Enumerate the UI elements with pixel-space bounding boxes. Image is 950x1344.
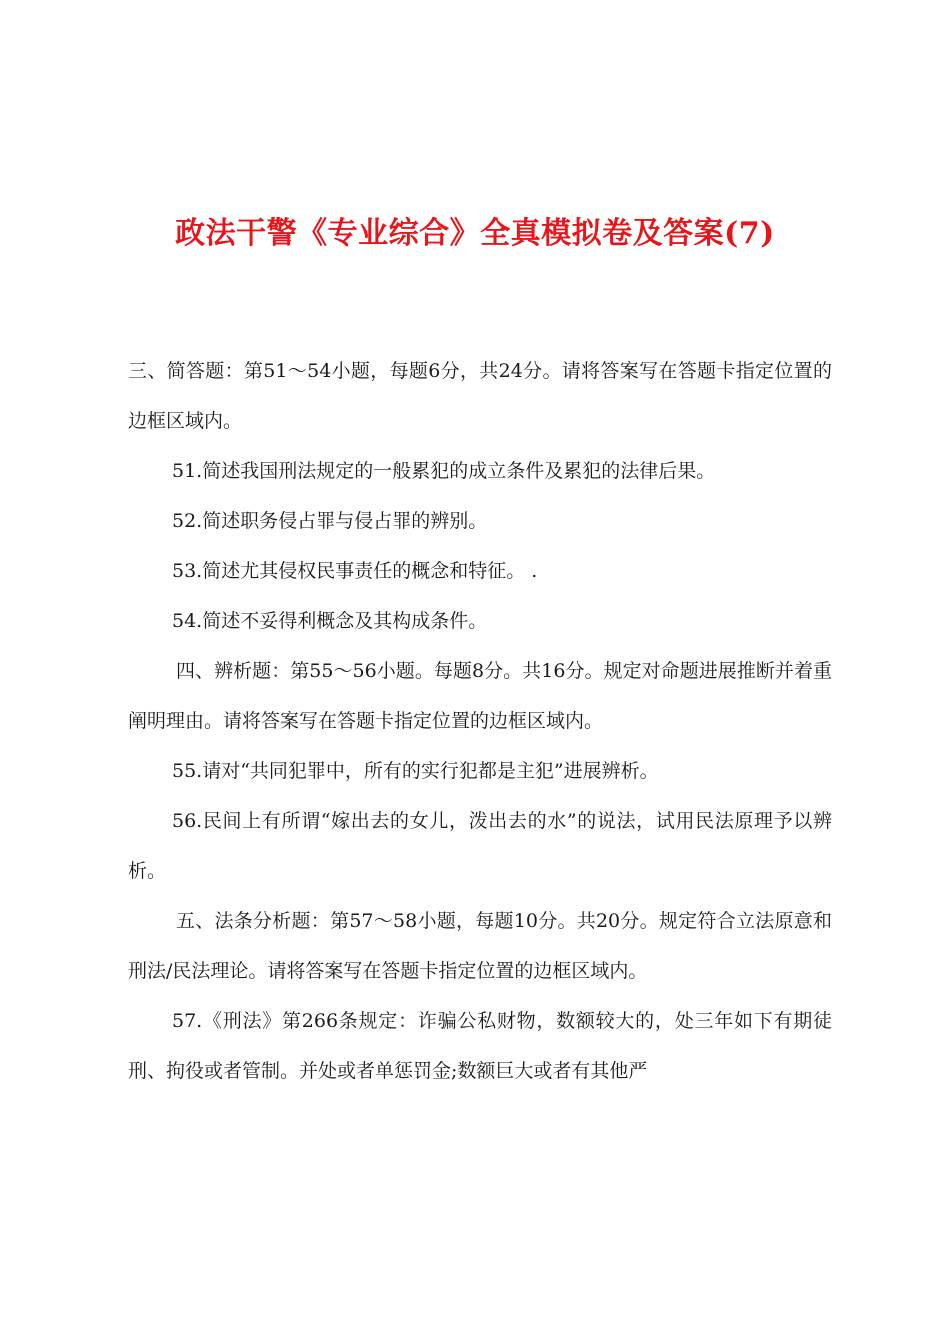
section-5-heading: 五、法条分析题：第57～58小题，每题10分。共20分。规定符合立法原意和刑法/民法理论。请将答案写在答题卡指定位置的边框区域内。 bbox=[128, 910, 832, 982]
section-3-heading: 三、简答题：第51～54小题，每题6分，共24分。请将答案写在答题卡指定位置的边框区域内。 bbox=[128, 360, 832, 432]
question-57: 57.《刑法》第266条规定：诈骗公私财物，数额较大的，处三年如下有期徒刑、拘役或者管制。并处或者单惩罚金;数额巨大或者有其他严 bbox=[128, 1010, 832, 1082]
question-53: 53.简述尤其侵权民事责任的概念和特征。 . bbox=[172, 560, 538, 582]
question-54: 54.简述不妥得利概念及其构成条件。 bbox=[172, 610, 488, 632]
section-4-heading: 四、辨析题：第55～56小题。每题8分。共16分。规定对命题进展推断并着重阐明理由。请将答案写在答题卡指定位置的边框区域内。 bbox=[128, 660, 832, 732]
question-56: 56.民间上有所谓“嫁出去的女儿，泼出去的水”的说法，试用民法原理予以辨析。 bbox=[128, 810, 832, 882]
question-51: 51.简述我国刑法规定的一般累犯的成立条件及累犯的法律后果。 bbox=[172, 460, 716, 482]
page-title: 政法干警《专业综合》全真模拟卷及答案(7) bbox=[175, 216, 775, 251]
document-body bbox=[128, 346, 832, 1096]
question-52: 52.简述职务侵占罪与侵占罪的辨别。 bbox=[172, 510, 488, 532]
question-55: 55.请对“共同犯罪中，所有的实行犯都是主犯”进展辨析。 bbox=[172, 760, 659, 782]
